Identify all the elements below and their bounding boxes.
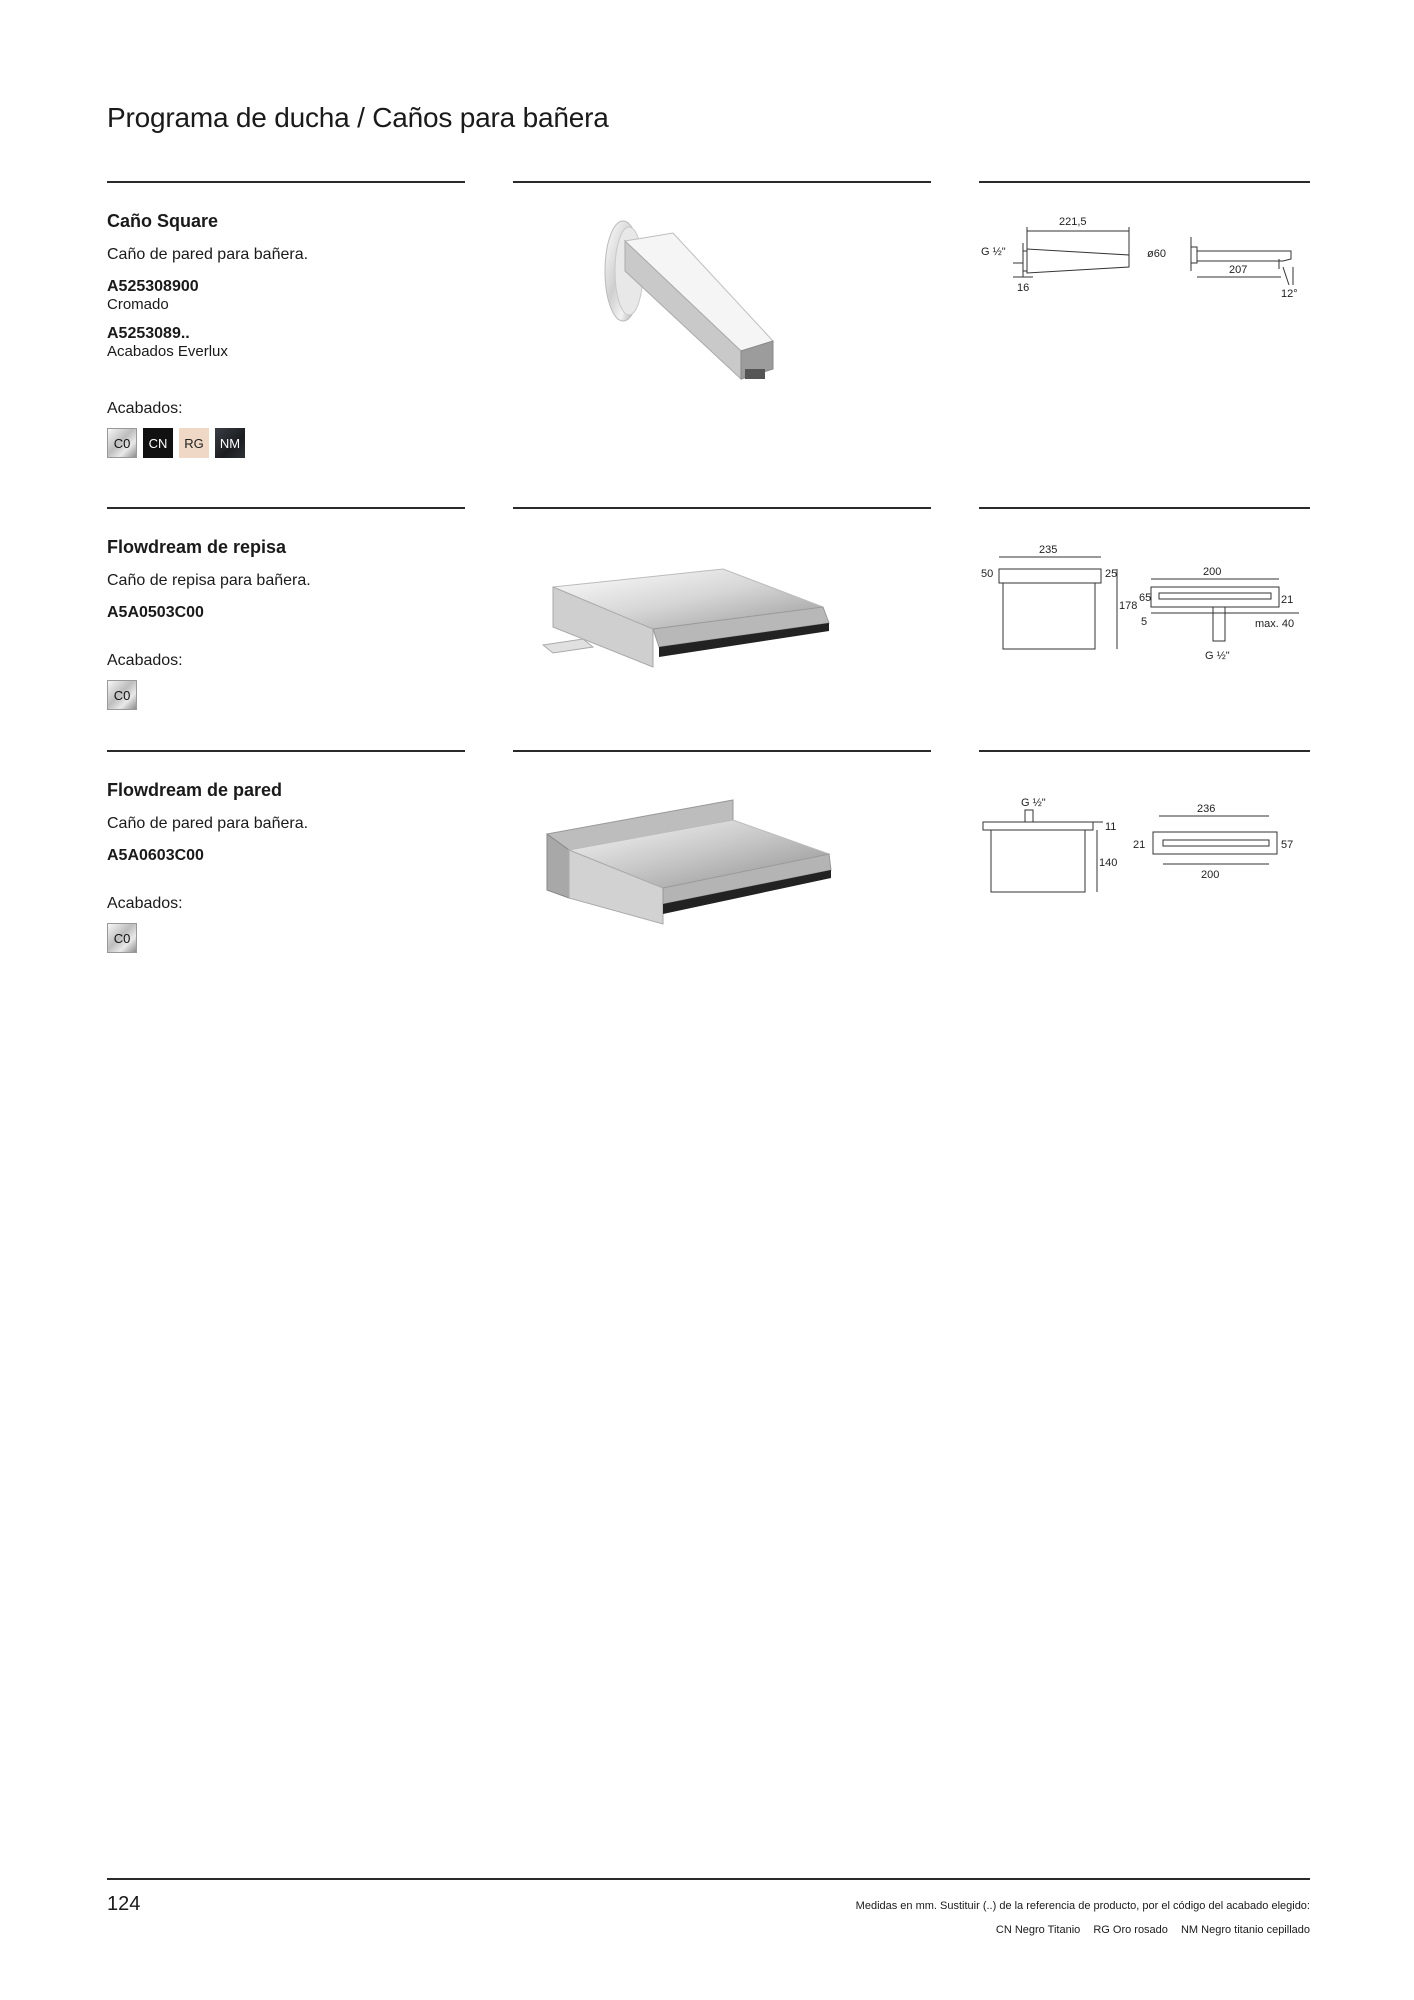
divider bbox=[979, 181, 1310, 183]
dim-width: 236 bbox=[1197, 803, 1216, 815]
finishes-label: Acabados: bbox=[107, 652, 183, 669]
finish-name: Cromado bbox=[107, 296, 169, 313]
dim-body-height: 178 bbox=[1119, 600, 1138, 612]
dim-left-height: 50 bbox=[981, 568, 994, 580]
dimension-drawing-flowdream-repisa bbox=[979, 527, 1310, 727]
dim-diameter: ø60 bbox=[1147, 248, 1166, 260]
divider bbox=[513, 181, 931, 183]
product-code: A5A0603C00 bbox=[107, 847, 204, 864]
dim-thread: G ½" bbox=[981, 246, 1006, 258]
finish-swatches bbox=[107, 680, 465, 710]
product-name: Flowdream de repisa bbox=[107, 537, 287, 557]
finishes-label: Acabados: bbox=[107, 400, 183, 417]
legend-item: RG Oro rosado bbox=[1093, 1924, 1168, 1936]
divider bbox=[979, 750, 1310, 752]
dim-width: 235 bbox=[1039, 544, 1058, 556]
finish-legend bbox=[856, 1918, 1310, 1942]
product-photo-cano-square bbox=[513, 201, 931, 431]
page-number: 124 bbox=[107, 1893, 141, 1915]
dim-depth: 16 bbox=[1017, 282, 1030, 294]
swatch-co: C0 bbox=[107, 428, 137, 458]
product-code: A5A0503C00 bbox=[107, 604, 204, 621]
finishes-label: Acabados: bbox=[107, 895, 183, 912]
dim-reach: 207 bbox=[1229, 264, 1248, 276]
dim-inner-width: 200 bbox=[1201, 869, 1220, 881]
product-code: A5253089.. bbox=[107, 325, 190, 342]
finish-name: Acabados Everlux bbox=[107, 343, 228, 360]
dim-h57: 57 bbox=[1281, 839, 1294, 851]
dim-top: 25 bbox=[1105, 568, 1118, 580]
dimension-drawing-flowdream-pared bbox=[979, 770, 1310, 970]
divider bbox=[107, 181, 465, 183]
finish-swatches bbox=[107, 428, 465, 458]
product-variant bbox=[107, 278, 465, 313]
footer-note bbox=[856, 1894, 1310, 1942]
product-variant bbox=[107, 604, 465, 622]
product-photo-flowdream-pared bbox=[513, 770, 931, 1000]
product-photo-flowdream-repisa bbox=[513, 527, 931, 757]
dim-thread: G ½" bbox=[1021, 797, 1046, 809]
footer-note-text: Medidas en mm. Sustituir (..) de la referencia de producto, por el código del acabado elegido: bbox=[855, 1900, 1310, 1912]
dim-h21: 21 bbox=[1133, 839, 1146, 851]
dim-top: 11 bbox=[1105, 821, 1117, 833]
dim-h21: 21 bbox=[1281, 594, 1294, 606]
swatch-cn: CN bbox=[143, 428, 173, 458]
legend-item: CN Negro Titanio bbox=[995, 1924, 1081, 1936]
dim-h5: 5 bbox=[1141, 616, 1148, 628]
dim-h65: 65 bbox=[1139, 592, 1152, 604]
product-code: A525308900 bbox=[107, 278, 199, 295]
product-variant bbox=[107, 847, 465, 865]
finish-swatches bbox=[107, 923, 465, 953]
page-title: Programa de ducha / Caños para bañera bbox=[107, 102, 609, 133]
product-name: Caño Square bbox=[107, 211, 219, 231]
dim-height: 140 bbox=[1099, 857, 1118, 869]
footer-divider bbox=[107, 1878, 1310, 1880]
dimension-drawing-cano-square bbox=[979, 201, 1310, 401]
divider bbox=[513, 750, 931, 752]
dim-length: 221,5 bbox=[1059, 216, 1087, 228]
product-description: Caño de pared para bañera. bbox=[107, 246, 309, 263]
product-info bbox=[107, 537, 465, 710]
product-variant bbox=[107, 325, 465, 360]
divider bbox=[979, 507, 1310, 509]
dim-angle: 12° bbox=[1281, 288, 1298, 300]
swatch-co: C0 bbox=[107, 680, 137, 710]
swatch-rg: RG bbox=[179, 428, 209, 458]
dim-inner-width: 200 bbox=[1203, 566, 1222, 578]
product-info bbox=[107, 780, 465, 953]
swatch-nm: NM bbox=[215, 428, 245, 458]
product-name: Flowdream de pared bbox=[107, 780, 283, 800]
swatch-co: C0 bbox=[107, 923, 137, 953]
product-info bbox=[107, 211, 465, 458]
product-description: Caño de repisa para bañera. bbox=[107, 572, 311, 589]
divider bbox=[107, 507, 465, 509]
legend-item: NM Negro titanio cepillado bbox=[1180, 1924, 1310, 1936]
dim-thread: G ½" bbox=[1205, 650, 1230, 662]
divider bbox=[513, 507, 931, 509]
dim-max: max. 40 bbox=[1255, 618, 1295, 630]
divider bbox=[107, 750, 465, 752]
product-description: Caño de pared para bañera. bbox=[107, 815, 309, 832]
